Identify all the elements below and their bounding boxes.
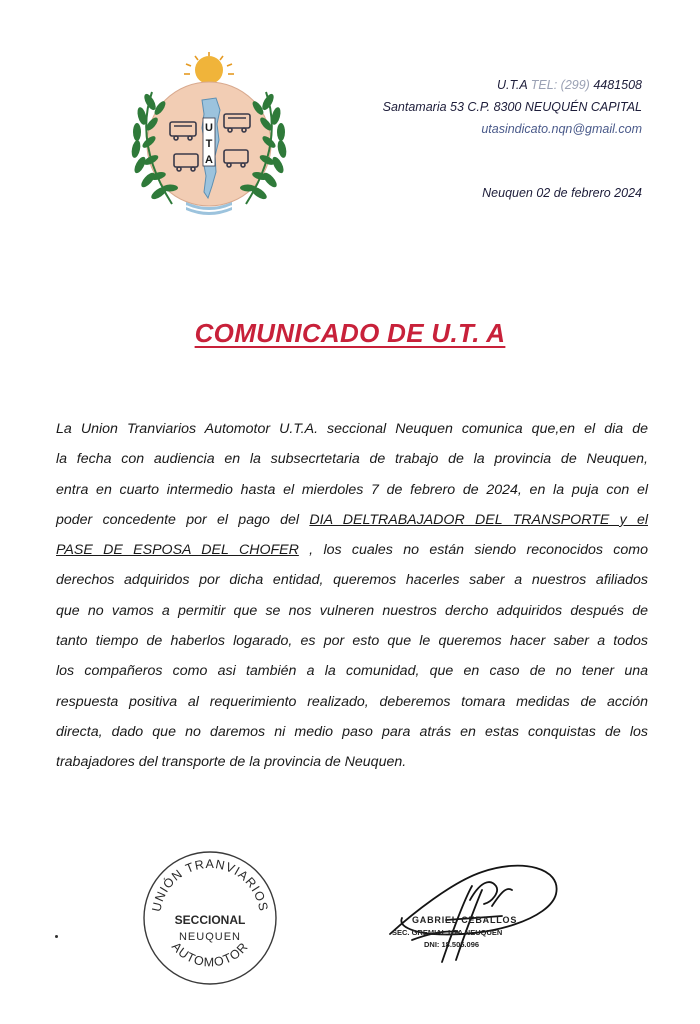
contact-block xyxy=(383,74,642,140)
communique-body xyxy=(56,414,648,778)
body-text: , los cuales no están siendo reconocidos como xyxy=(298,542,648,559)
stray-mark xyxy=(55,935,58,938)
tel-label: TEL: xyxy=(530,78,558,92)
body-line: la fecha con audiencia en la subsecrtetaria de trabajo de la provincia de Neuquen, xyxy=(56,451,648,468)
seal-ring-bottom: AUTOMOTOR xyxy=(168,939,252,970)
uta-logo xyxy=(120,52,298,230)
sun-icon xyxy=(184,52,234,84)
org-abbrev: U.T.A xyxy=(496,78,528,92)
handwritten-signature xyxy=(372,842,572,982)
body-text: poder concedente por el pago del xyxy=(56,511,310,528)
body-line: que no vamos a permitir que se nos vulneren nuestros dercho adquiridos después de xyxy=(56,602,648,619)
logo-letter-t: T xyxy=(205,138,213,150)
body-line: entra en cuarto intermedio hasta el mierdoles 7 de febrero de 2024, en la puja con el xyxy=(56,481,648,498)
address-line: Santamaria 53 C.P. 8300 NEUQUÉN CAPITAL xyxy=(382,100,642,114)
body-line: directa, dado que no daremos ni medio paso para atrás en estas conquistas de los xyxy=(56,723,648,740)
seal-center-line1: SECCIONAL xyxy=(174,913,246,927)
signer-role: SEC. GREMIAL UTA NEUQUEN xyxy=(392,928,503,937)
phone-line xyxy=(383,74,642,96)
underlined-text: PASE DE ESPOSA DEL CHOFER xyxy=(56,542,299,559)
seal-stamp xyxy=(140,848,280,988)
underlined-text: DIA DELTRABAJADOR DEL TRANSPORTE y el xyxy=(309,511,648,528)
tel-number: 4481508 xyxy=(593,78,642,92)
body-line: respuesta positiva al requerimiento realizado, deberemos tomara medidas de acción xyxy=(56,693,648,710)
logo-letter-u: U xyxy=(205,122,213,134)
body-line: trabajadores del transporte de la provincia de Neuquen. xyxy=(56,754,407,771)
body-line xyxy=(56,505,648,535)
page-title: COMUNICADO DE U.T. A xyxy=(194,318,506,348)
document-date: Neuquen 02 de febrero 2024 xyxy=(482,186,642,200)
seal-ring-top: UNIÓN TRANVIARIOS xyxy=(149,856,271,913)
body-line xyxy=(56,535,648,565)
body-line: La Union Tranviarios Automotor U.T.A. seccional Neuquen comunica que,en el dia de xyxy=(56,421,648,437)
body-line: derechos adquiridos por dicha entidad, queremos hacerles saber a nuestros afiliados xyxy=(56,572,648,589)
seal-center-line2: NEUQUEN xyxy=(178,931,242,943)
email-line[interactable]: utasindicato.nqn@gmail.com xyxy=(481,122,642,136)
body-line: tanto tiempo de haberlos logarado, es por esto que le queremos hacer saber a todos xyxy=(56,633,648,650)
body-line: los compañeros como asi también a la comunidad, que en caso de no tener una xyxy=(56,663,648,680)
signer-dni: DNI: 18.505.096 xyxy=(424,940,480,949)
signer-name: GABRIEL CEBALLOS xyxy=(412,915,518,925)
tel-area-code: (299) xyxy=(560,78,590,92)
logo-letter-a: A xyxy=(205,154,213,166)
